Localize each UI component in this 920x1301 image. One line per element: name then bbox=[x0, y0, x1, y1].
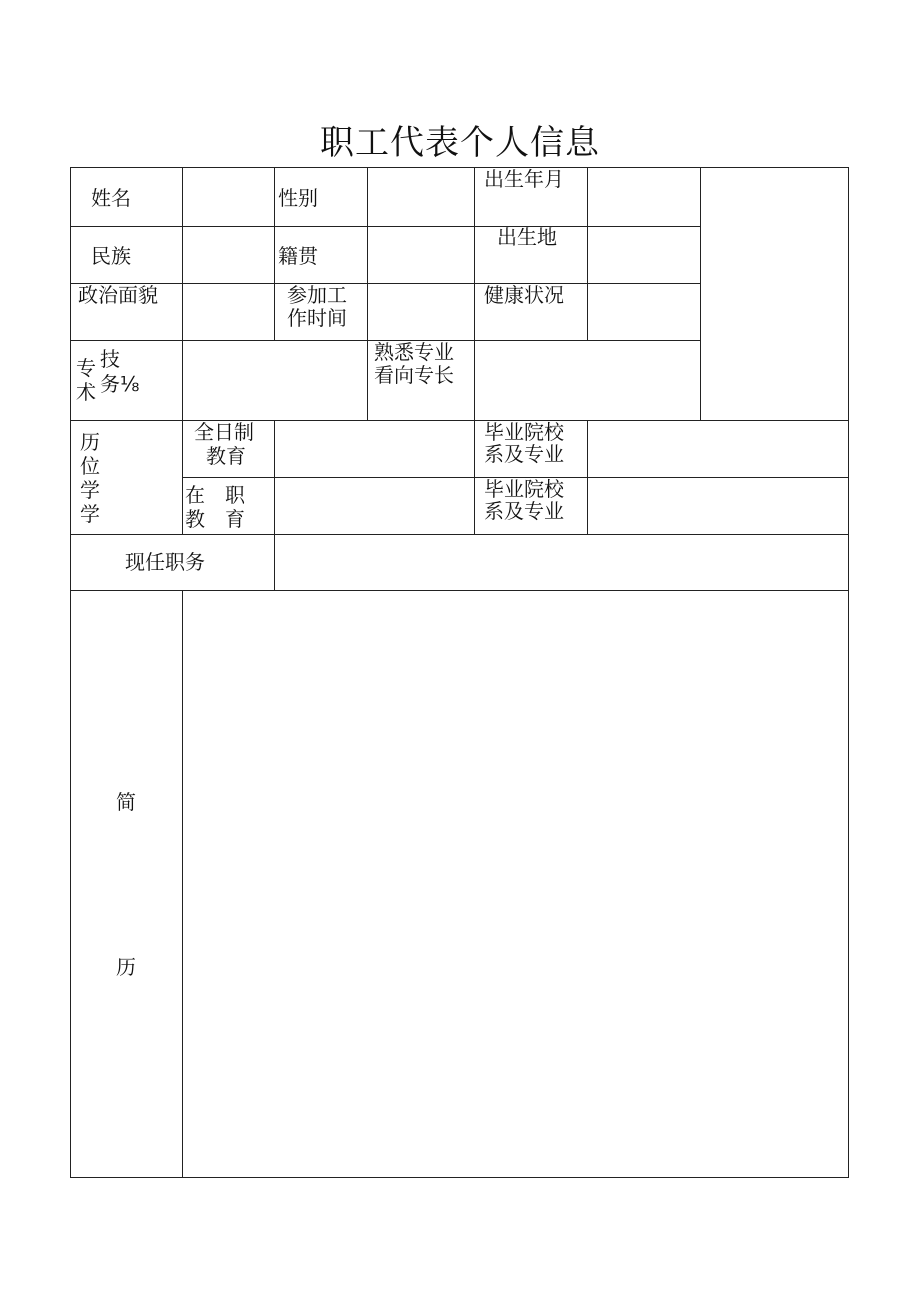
tech-title-label-4: 务⅛ bbox=[100, 372, 140, 396]
page-title: 职工代表个人信息 bbox=[320, 123, 600, 163]
school-major-label-line1: 毕业院校 bbox=[484, 420, 564, 444]
work-start-label-line1: 参加工 bbox=[287, 283, 347, 307]
inservice-edu-label-line1: 在 职 bbox=[185, 483, 245, 507]
school-major-2-label-line2: 系及专业 bbox=[484, 499, 564, 523]
grid-line bbox=[700, 167, 701, 420]
education-label-2: 位 bbox=[80, 454, 100, 478]
native-place-label: 籍贯 bbox=[278, 244, 318, 268]
resume-label-1: 简 bbox=[116, 790, 136, 814]
education-label-4: 学 bbox=[80, 502, 100, 526]
grid-line bbox=[70, 167, 849, 168]
school-major-2-label-line1: 毕业院校 bbox=[484, 477, 564, 501]
grid-line bbox=[367, 167, 368, 420]
grid-line bbox=[274, 420, 275, 590]
grid-line bbox=[474, 167, 475, 534]
birthplace-label: 出生地 bbox=[497, 225, 557, 249]
tech-title-label-2: 技 bbox=[100, 347, 120, 371]
grid-line bbox=[70, 167, 71, 1178]
grid-line bbox=[587, 167, 588, 340]
grid-line bbox=[70, 226, 701, 227]
grid-line bbox=[70, 283, 701, 284]
political-status-label: 政治面貌 bbox=[78, 283, 158, 307]
name-label: 姓名 bbox=[91, 186, 131, 210]
current-position-label: 现任职务 bbox=[125, 550, 205, 574]
resume-label-2: 历 bbox=[116, 955, 136, 979]
school-major-label-line2: 系及专业 bbox=[484, 442, 564, 466]
expertise-label-line2: 看向专长 bbox=[374, 363, 454, 387]
grid-line bbox=[70, 420, 849, 421]
tech-title-label-1: 专 bbox=[76, 356, 96, 380]
expertise-label-line1: 熟悉专业 bbox=[374, 340, 454, 364]
grid-line bbox=[274, 167, 275, 340]
grid-line bbox=[70, 590, 849, 591]
grid-line bbox=[848, 167, 849, 1178]
grid-line bbox=[182, 167, 183, 534]
grid-line bbox=[70, 534, 849, 535]
education-label-3: 学 bbox=[80, 478, 100, 502]
fulltime-edu-label-line2: 教育 bbox=[206, 444, 246, 468]
work-start-label-line2: 作时间 bbox=[287, 306, 347, 330]
grid-line bbox=[182, 590, 183, 1178]
inservice-edu-label-line2: 教 育 bbox=[185, 507, 245, 531]
fulltime-edu-label-line1: 全日制 bbox=[194, 420, 254, 444]
ethnicity-label: 民族 bbox=[91, 244, 131, 268]
tech-title-label-3: 术 bbox=[76, 380, 96, 404]
grid-line bbox=[70, 1177, 849, 1178]
gender-label: 性别 bbox=[278, 186, 318, 210]
health-label: 健康状况 bbox=[484, 283, 564, 307]
education-label-1: 历 bbox=[80, 430, 100, 454]
birth-date-label: 出生年月 bbox=[484, 167, 564, 191]
grid-line bbox=[587, 420, 588, 534]
